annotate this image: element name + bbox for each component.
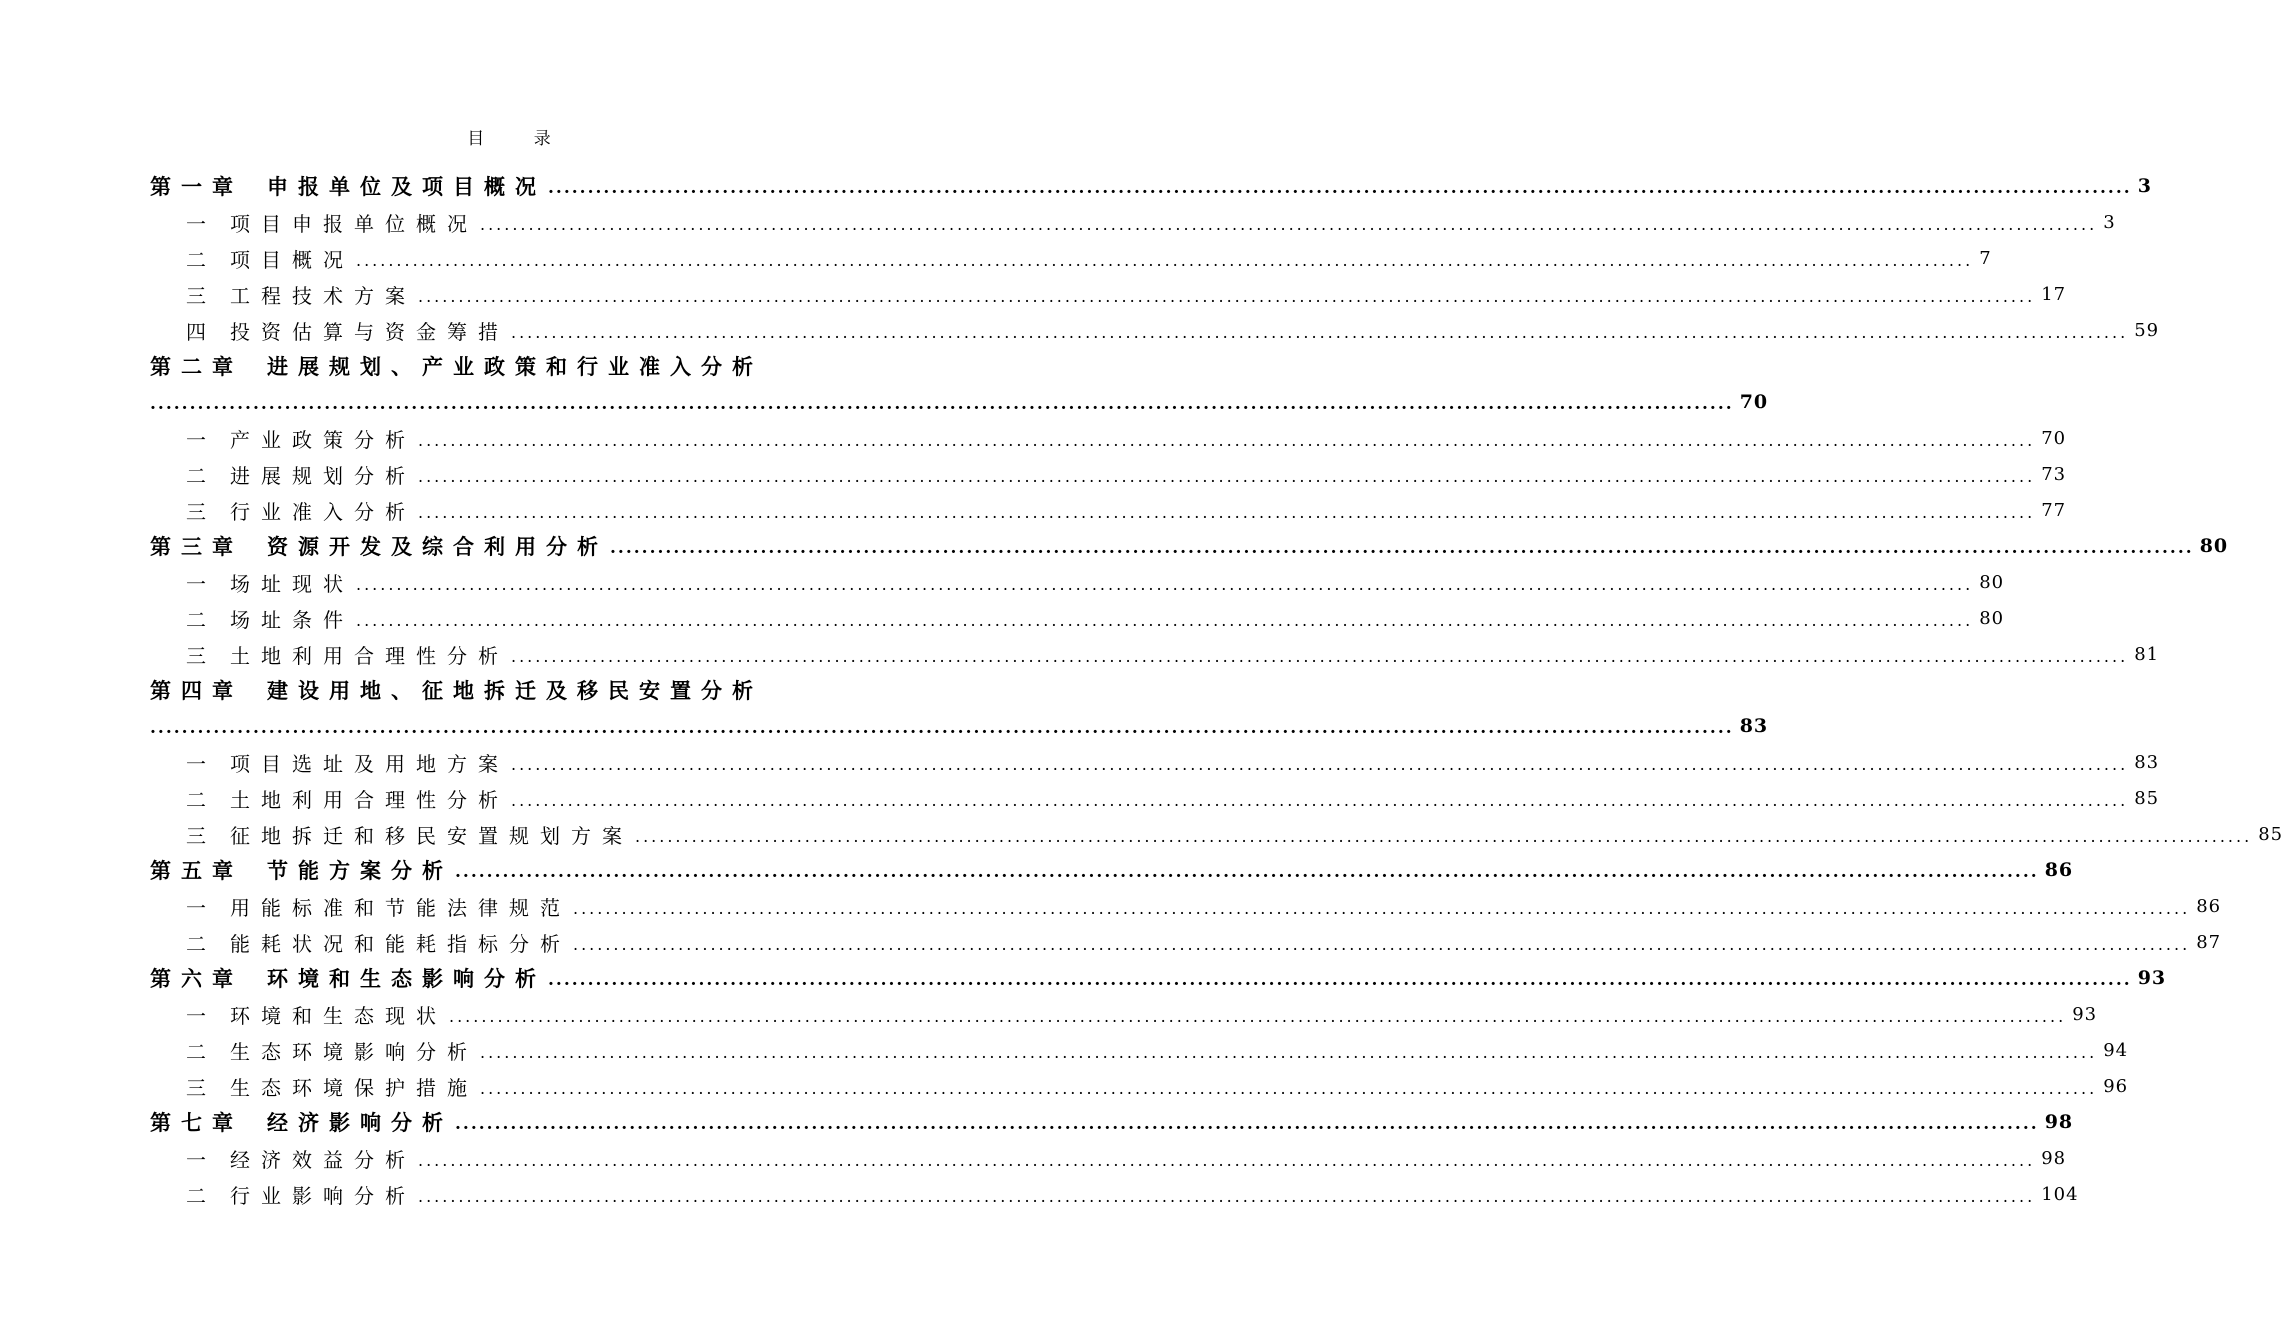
toc-section-row[interactable] <box>150 204 2116 240</box>
section-number: 三 <box>186 823 218 848</box>
section-label: 生态环境保护措施 <box>230 1075 478 1100</box>
section-label: 行业影响分析 <box>230 1183 416 1208</box>
page-number: 104 <box>2041 1183 2079 1205</box>
section-number: 三 <box>186 643 218 668</box>
page-number: 80 <box>2199 535 2229 557</box>
toc-chapter-row[interactable] <box>150 168 2152 204</box>
chapter-label: 资源开发及综合利用分析 <box>267 534 608 559</box>
dot-leader: ........................................................................................................................................................................................................ <box>480 214 2098 234</box>
toc-section-row[interactable] <box>150 312 2160 348</box>
page-number: 17 <box>2041 283 2067 305</box>
section-label: 行业准入分析 <box>230 499 416 524</box>
toc-section-row[interactable] <box>150 996 2098 1032</box>
dot-leader: ........................................................................................................................................................................................................ <box>150 718 1734 738</box>
page-number: 94 <box>2103 1039 2129 1061</box>
page-number: 73 <box>2041 463 2067 485</box>
section-number: 一 <box>186 895 218 920</box>
chapter-label: 经济影响分析 <box>267 1110 453 1135</box>
toc-title: 目 录 <box>467 129 573 149</box>
section-label: 场址条件 <box>230 607 354 632</box>
dot-leader: ........................................................................................................................................................................................................ <box>356 610 1974 630</box>
chapter-number: 第五章 <box>150 858 243 883</box>
section-label: 工程技术方案 <box>230 283 416 308</box>
section-number: 一 <box>186 427 218 452</box>
toc-chapter-row[interactable] <box>150 528 2229 564</box>
dot-leader: ........................................................................................................................................................................................................ <box>480 1078 2098 1098</box>
section-label: 经济效益分析 <box>230 1147 416 1172</box>
dot-leader: ........................................................................................................................................................................................................ <box>150 394 1734 414</box>
toc-section-row[interactable] <box>150 888 2222 924</box>
page-number: 70 <box>1739 391 1769 413</box>
page-number: 80 <box>1979 607 2005 629</box>
chapter-label: 进展规划、产业政策和行业准入分析 <box>267 354 763 379</box>
section-label: 能耗状况和能耗指标分析 <box>230 931 571 956</box>
dot-leader: ........................................................................................................................................................................................................ <box>418 1186 2036 1206</box>
toc-chapter-row[interactable] <box>150 852 2074 888</box>
page-number: 77 <box>2041 499 2067 521</box>
dot-leader: ........................................................................................................................................................................................................ <box>511 754 2129 774</box>
dot-leader: ........................................................................................................................................................................................................ <box>418 286 2036 306</box>
page-number: 80 <box>1979 571 2005 593</box>
dot-leader: ........................................................................................................................................................................................................ <box>356 250 1974 270</box>
section-label: 项目申报单位概况 <box>230 211 478 236</box>
chapter-number: 第四章 <box>150 678 243 703</box>
section-number: 二 <box>186 931 218 956</box>
page-number: 98 <box>2044 1111 2074 1133</box>
dot-leader: ........................................................................................................................................................................................................ <box>418 502 2036 522</box>
section-number: 二 <box>186 607 218 632</box>
chapter-number: 第六章 <box>150 966 243 991</box>
chapter-number: 第七章 <box>150 1110 243 1135</box>
page-number: 86 <box>2196 895 2222 917</box>
section-number: 二 <box>186 1039 218 1064</box>
page-number: 3 <box>2103 211 2116 233</box>
toc-chapter-row[interactable] <box>150 960 2167 996</box>
section-label: 项目选址及用地方案 <box>230 751 509 776</box>
toc-section-row[interactable] <box>150 780 2160 816</box>
section-number: 二 <box>186 787 218 812</box>
page-number: 59 <box>2134 319 2160 341</box>
toc-section-row[interactable] <box>150 564 2005 600</box>
chapter-label: 申报单位及项目概况 <box>267 174 546 199</box>
section-label: 投资估算与资金筹措 <box>230 319 509 344</box>
dot-leader: ........................................................................................................................................................................................................ <box>573 898 2191 918</box>
section-number: 一 <box>186 751 218 776</box>
dot-leader: ........................................................................................................................................................................................................ <box>418 430 2036 450</box>
section-number: 一 <box>186 571 218 596</box>
page-number: 7 <box>1979 247 1992 269</box>
toc-section-row[interactable] <box>150 636 2160 672</box>
page-number: 85 <box>2134 787 2160 809</box>
dot-leader: ........................................................................................................................................................................................................ <box>635 826 2253 846</box>
section-label: 项目概况 <box>230 247 354 272</box>
toc-section-row[interactable] <box>150 1140 2067 1176</box>
toc-section-row[interactable] <box>150 600 2005 636</box>
page-number: 98 <box>2041 1147 2067 1169</box>
toc-section-row[interactable] <box>150 420 2067 456</box>
section-label: 征地拆迁和移民安置规划方案 <box>230 823 633 848</box>
toc-section-row[interactable] <box>150 1176 2079 1212</box>
page-number: 85 <box>2258 823 2283 845</box>
dot-leader: ........................................................................................................................................................................................................ <box>548 970 2132 990</box>
page-number: 83 <box>1739 715 1769 737</box>
page-number: 81 <box>2134 643 2160 665</box>
section-number: 三 <box>186 499 218 524</box>
dot-leader: ........................................................................................................................................................................................................ <box>573 934 2191 954</box>
toc-section-row[interactable] <box>150 456 2067 492</box>
page-number: 3 <box>2137 175 2152 197</box>
table-of-contents <box>150 168 2283 1212</box>
section-number: 二 <box>186 247 218 272</box>
dot-leader: ........................................................................................................................................................................................................ <box>511 646 2129 666</box>
section-label: 环境和生态现状 <box>230 1003 447 1028</box>
toc-chapter-row-continuation[interactable] <box>150 708 1769 744</box>
toc-section-row[interactable] <box>150 492 2067 528</box>
dot-leader: ........................................................................................................................................................................................................ <box>356 574 1974 594</box>
section-label: 进展规划分析 <box>230 463 416 488</box>
dot-leader: ........................................................................................................................................................................................................ <box>511 322 2129 342</box>
toc-chapter-row-continuation[interactable] <box>150 384 1769 420</box>
dot-leader: ........................................................................................................................................................................................................ <box>449 1006 2067 1026</box>
page-number: 70 <box>2041 427 2067 449</box>
toc-section-row[interactable] <box>150 240 1992 276</box>
section-number: 二 <box>186 1183 218 1208</box>
toc-chapter-row[interactable] <box>150 1104 2074 1140</box>
chapter-number: 第一章 <box>150 174 243 199</box>
chapter-number: 第三章 <box>150 534 243 559</box>
dot-leader: ........................................................................................................................................................................................................ <box>480 1042 2098 1062</box>
page-number: 83 <box>2134 751 2160 773</box>
toc-chapter-row[interactable] <box>150 672 800 708</box>
page-number: 93 <box>2072 1003 2098 1025</box>
section-label: 土地利用合理性分析 <box>230 787 509 812</box>
dot-leader: ........................................................................................................................................................................................................ <box>455 1114 2039 1134</box>
toc-section-row[interactable] <box>150 816 2283 852</box>
section-label: 场址现状 <box>230 571 354 596</box>
page-number: 96 <box>2103 1075 2129 1097</box>
dot-leader: ........................................................................................................................................................................................................ <box>455 862 2039 882</box>
toc-section-row[interactable] <box>150 276 2067 312</box>
dot-leader: ........................................................................................................................................................................................................ <box>610 538 2194 558</box>
page-number: 86 <box>2044 859 2074 881</box>
section-label: 产业政策分析 <box>230 427 416 452</box>
section-label: 用能标准和节能法律规范 <box>230 895 571 920</box>
dot-leader: ........................................................................................................................................................................................................ <box>418 1150 2036 1170</box>
section-number: 一 <box>186 1003 218 1028</box>
section-number: 一 <box>186 211 218 236</box>
section-label: 生态环境影响分析 <box>230 1039 478 1064</box>
page-number: 87 <box>2196 931 2222 953</box>
dot-leader: ........................................................................................................................................................................................................ <box>511 790 2129 810</box>
toc-section-row[interactable] <box>150 1068 2129 1104</box>
section-number: 二 <box>186 463 218 488</box>
chapter-label: 环境和生态影响分析 <box>267 966 546 991</box>
chapter-label: 节能方案分析 <box>267 858 453 883</box>
dot-leader: ........................................................................................................................................................................................................ <box>548 178 2132 198</box>
section-number: 三 <box>186 283 218 308</box>
section-number: 三 <box>186 1075 218 1100</box>
toc-chapter-row[interactable] <box>150 348 800 384</box>
section-number: 四 <box>186 319 218 344</box>
page-number: 93 <box>2137 967 2167 989</box>
section-label: 土地利用合理性分析 <box>230 643 509 668</box>
toc-section-row[interactable] <box>150 744 2160 780</box>
dot-leader: ........................................................................................................................................................................................................ <box>418 466 2036 486</box>
chapter-label: 建设用地、征地拆迁及移民安置分析 <box>267 678 763 703</box>
chapter-number: 第二章 <box>150 354 243 379</box>
section-number: 一 <box>186 1147 218 1172</box>
toc-section-row[interactable] <box>150 1032 2129 1068</box>
toc-section-row[interactable] <box>150 924 2222 960</box>
